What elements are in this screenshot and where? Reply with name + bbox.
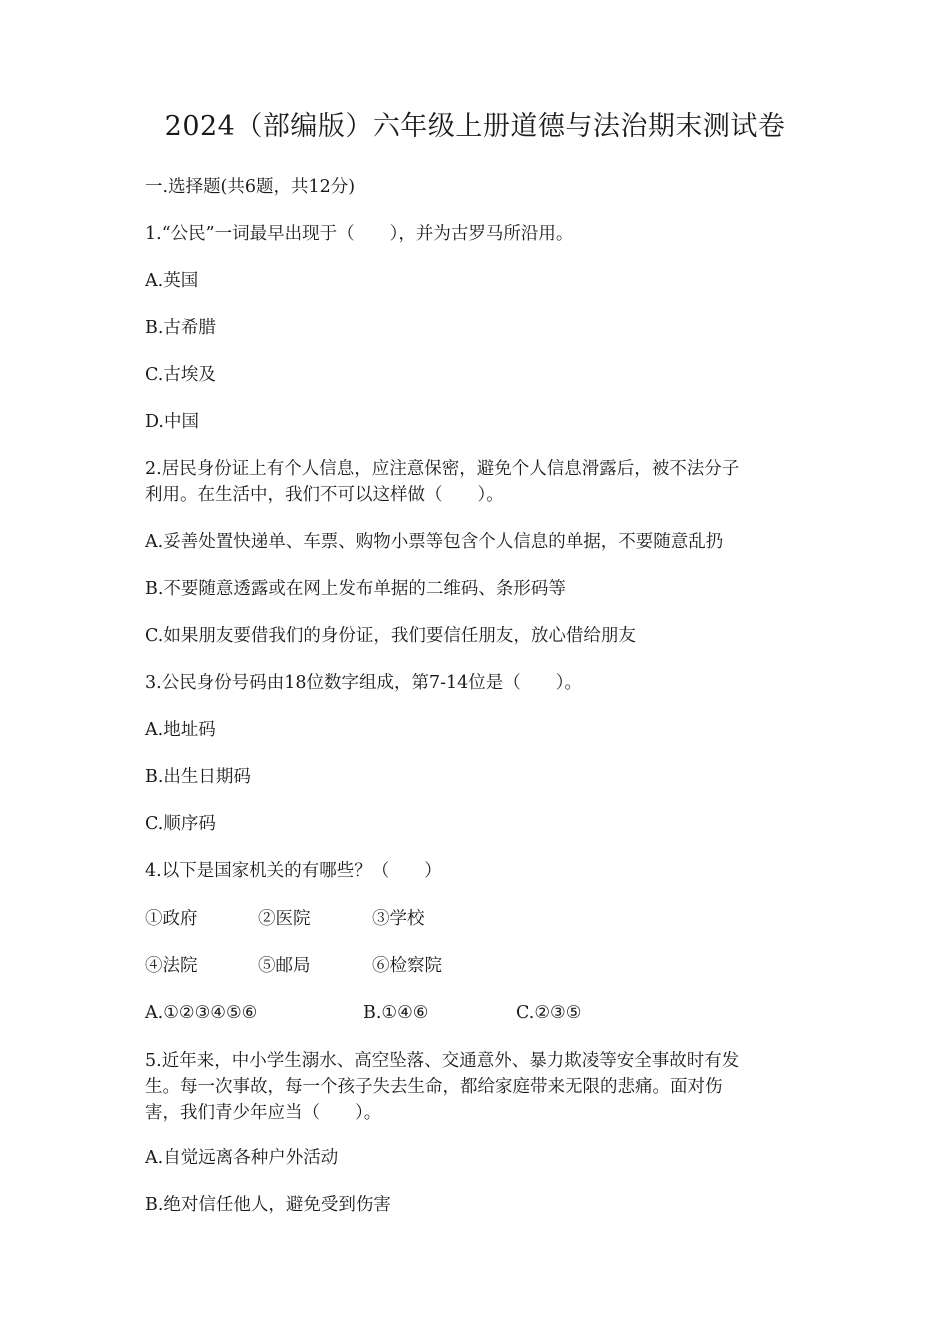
question-5-option-b: B.绝对信任他人，避免受到伤害 — [145, 1195, 391, 1215]
question-2-stem-line-1: 2.居民身份证上有个人信息，应注意保密，避免个人信息滑露后，被不法分子 — [145, 459, 740, 479]
exam-title: 2024（部编版）六年级上册道德与法治期末测试卷 — [164, 111, 786, 142]
question-4-stem: 4.以下是国家机关的有哪些？（ ） — [145, 861, 442, 881]
question-2-stem-line-2: 利用。在生活中，我们不可以这样做（ ）。 — [145, 485, 504, 505]
question-4-item-4: ④法院 — [145, 956, 198, 976]
question-3-stem: 3.公民身份号码由18位数字组成，第7-14位是（ ）。 — [145, 673, 583, 693]
question-3-option-a: A.地址码 — [145, 720, 216, 740]
question-1-option-a: A.英国 — [145, 271, 199, 291]
question-5-stem-line-3: 害，我们青少年应当（ ）。 — [145, 1103, 382, 1123]
question-2-option-b: B.不要随意透露或在网上发布单据的二维码、条形码等 — [145, 579, 566, 599]
question-4-item-6: ⑥检察院 — [372, 956, 442, 976]
section-heading: 一.选择题(共6题，共12分) — [145, 177, 356, 197]
question-4-item-1: ①政府 — [145, 909, 198, 929]
question-4-item-3: ③学校 — [372, 909, 425, 929]
question-4-option-b: B.①④⑥ — [363, 1003, 429, 1023]
question-1-option-c: C.古埃及 — [145, 365, 216, 385]
question-1-option-d: D.中国 — [145, 412, 199, 432]
question-1-option-b: B.古希腊 — [145, 318, 216, 338]
question-5-stem-line-2: 生。每一次事故，每一个孩子失去生命，都给家庭带来无限的悲痛。面对伤 — [145, 1077, 723, 1097]
question-5-stem-line-1: 5.近年来，中小学生溺水、高空坠落、交通意外、暴力欺凌等安全事故时有发 — [145, 1051, 740, 1071]
question-5-option-a: A.自觉远离各种户外活动 — [145, 1148, 339, 1168]
question-1-stem: 1.“公民”一词最早出现于（ ），并为古罗马所沿用。 — [145, 224, 574, 244]
question-4-item-2: ②医院 — [258, 909, 311, 929]
question-3-option-b: B.出生日期码 — [145, 767, 251, 787]
question-2-option-a: A.妥善处置快递单、车票、购物小票等包含个人信息的单据，不要随意乱扔 — [145, 532, 724, 552]
question-2-option-c: C.如果朋友要借我们的身份证，我们要信任朋友，放心借给朋友 — [145, 626, 636, 646]
question-4-item-5: ⑤邮局 — [258, 956, 311, 976]
question-4-option-c: C.②③⑤ — [516, 1003, 582, 1023]
question-3-option-c: C.顺序码 — [145, 814, 216, 834]
question-4-option-a: A.①②③④⑤⑥ — [145, 1003, 258, 1023]
